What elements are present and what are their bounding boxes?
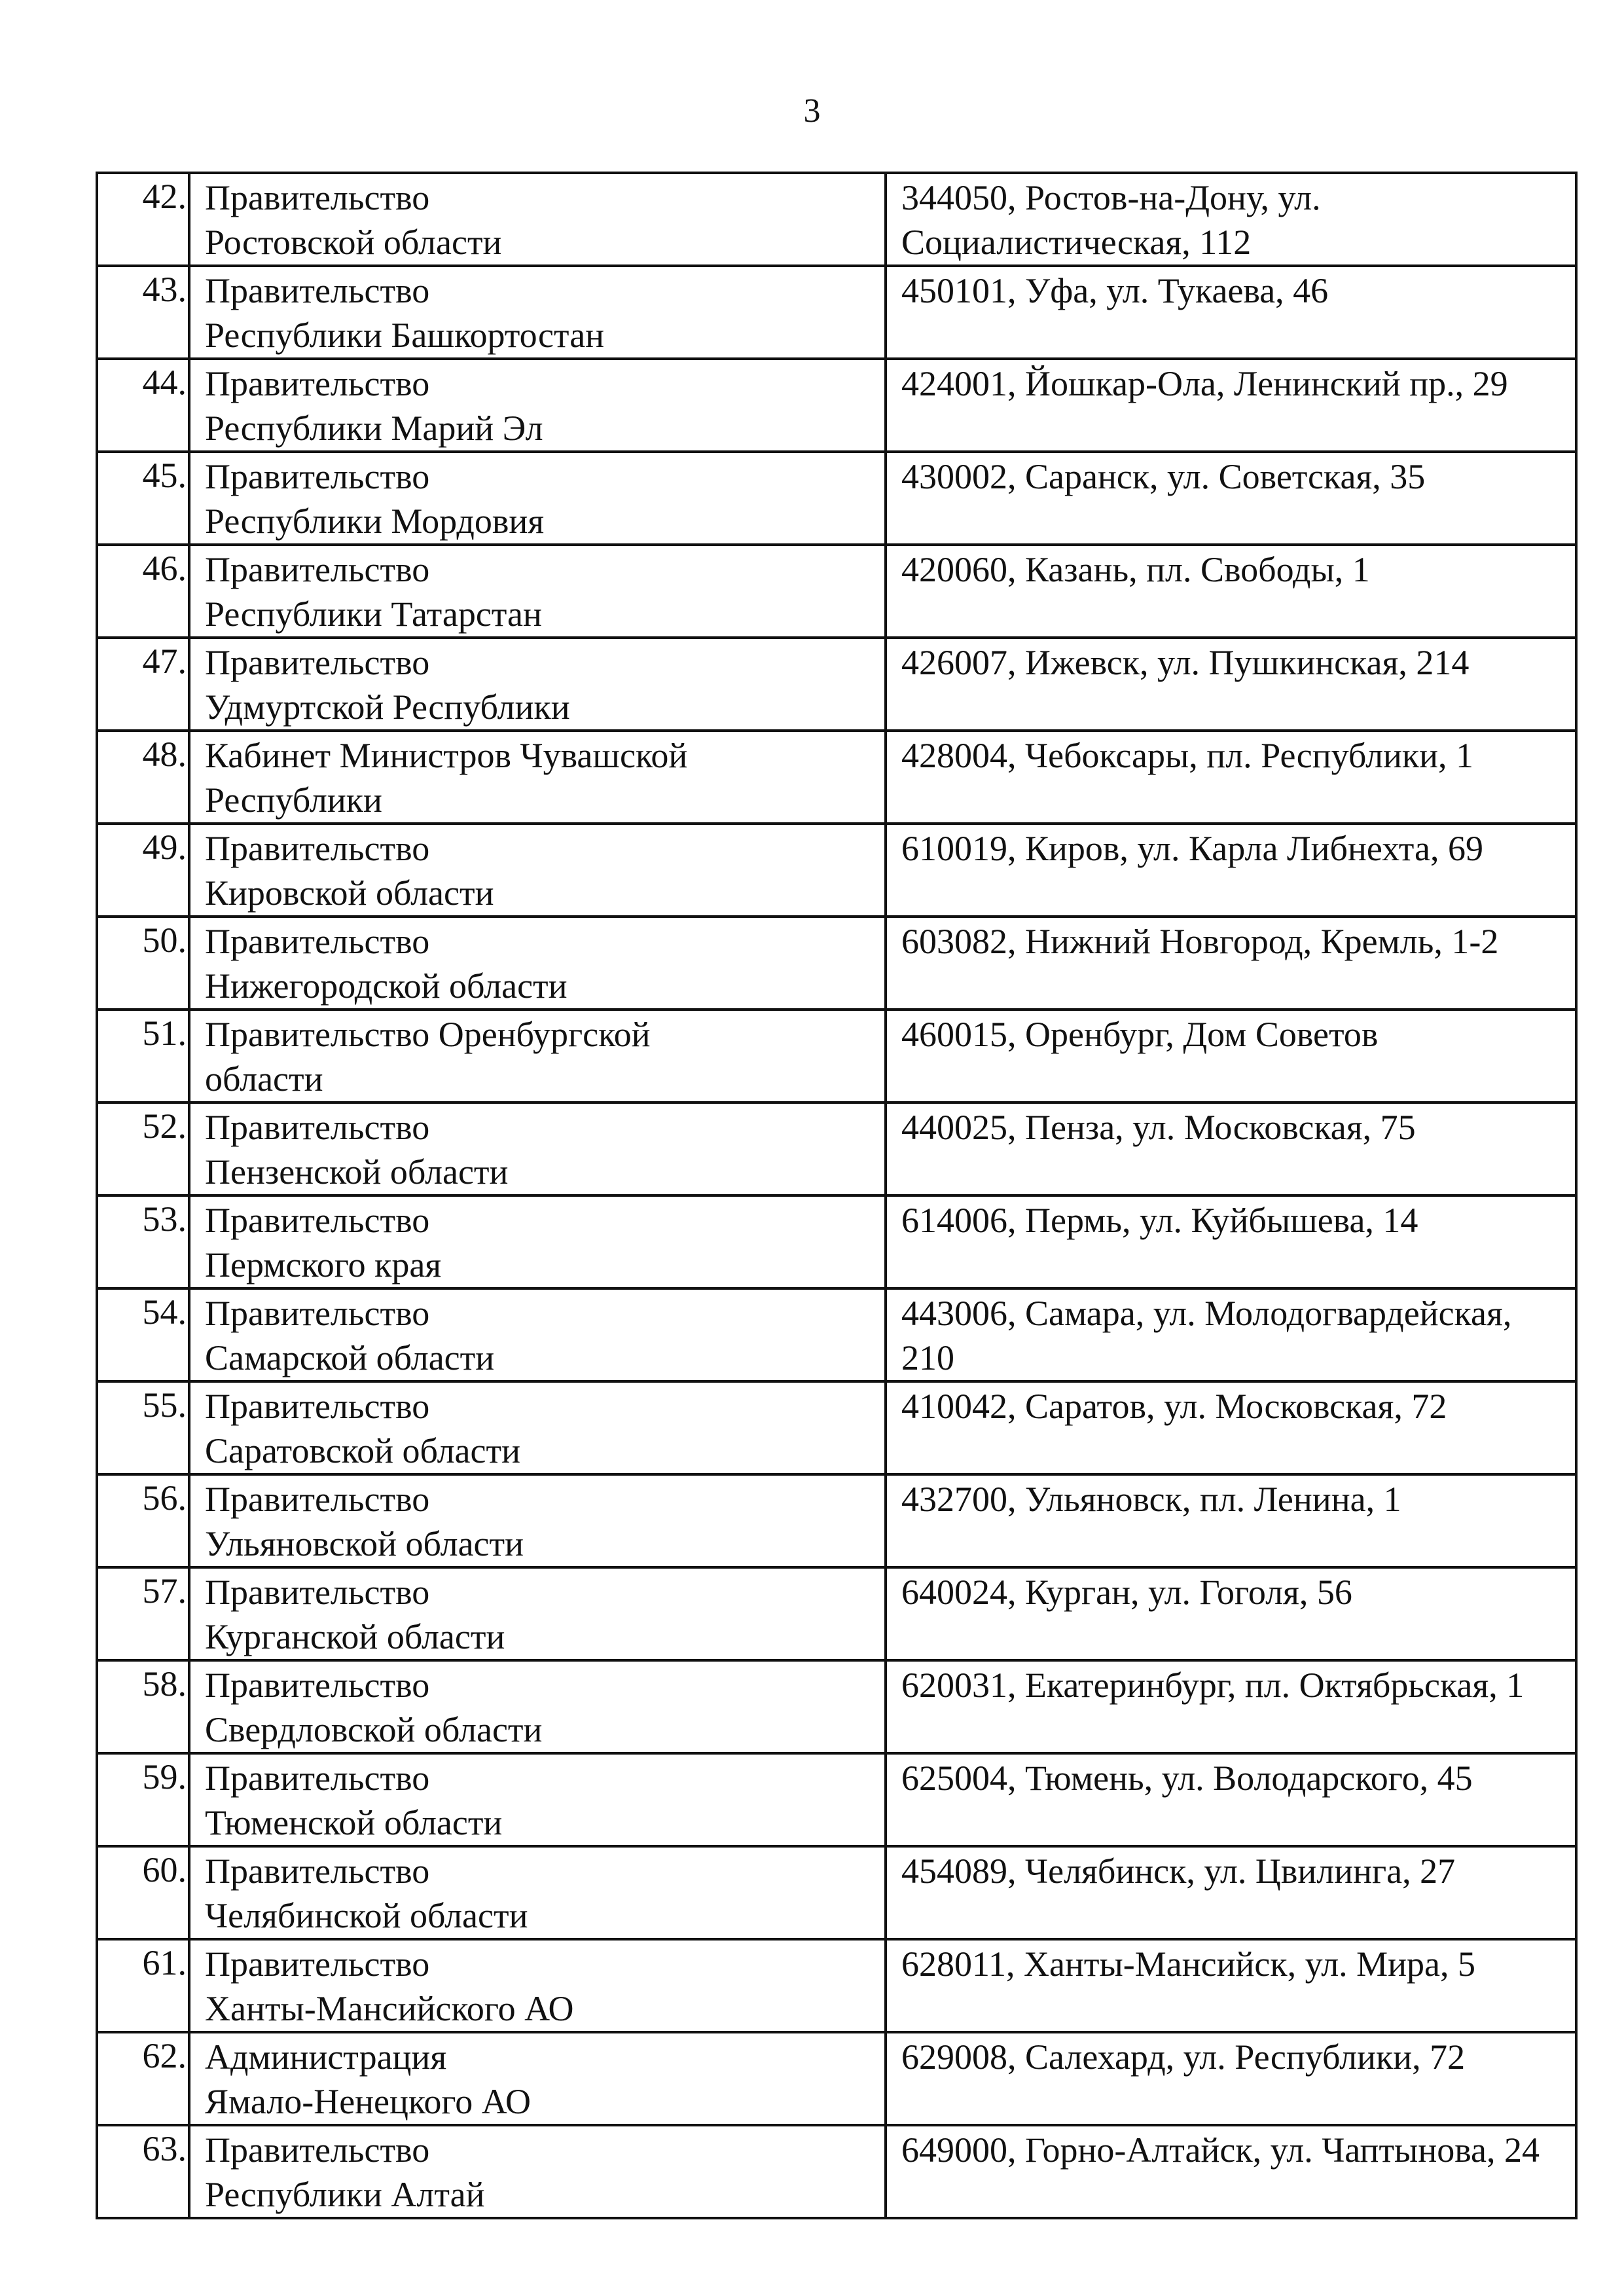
table-row <box>97 2125 1576 2218</box>
address-cell <box>886 1660 1576 1753</box>
address-cell <box>886 1939 1576 2032</box>
row-number: 62. <box>142 2036 187 2075</box>
table-row <box>97 173 1576 266</box>
organization-name-line: Саратовской области <box>205 1431 520 1470</box>
address-cell <box>886 638 1576 731</box>
address-cell <box>886 917 1576 1010</box>
address-line: 460015, Оренбург, Дом Советов <box>901 1015 1379 1054</box>
address-cell <box>886 2125 1576 2218</box>
row-number: 42. <box>142 177 187 216</box>
address-line: 410042, Саратов, ул. Московская, 72 <box>901 1387 1447 1426</box>
row-number: 54. <box>142 1292 187 1332</box>
row-number: 50. <box>142 920 187 960</box>
address-line: 420060, Казань, пл. Свободы, 1 <box>901 550 1370 589</box>
organization-name-line: Ульяновской области <box>205 1524 524 1563</box>
row-number-cell <box>97 1939 189 2032</box>
organization-name-line: Тюменской области <box>205 1803 503 1842</box>
table-row <box>97 2032 1576 2125</box>
row-number: 55. <box>142 1385 187 1425</box>
organization-cell <box>189 1381 886 1474</box>
address-cell <box>886 824 1576 917</box>
organization-name-line: Правительство <box>205 643 430 682</box>
organization-name-line: Пензенской области <box>205 1152 509 1192</box>
organization-name-line: Ханты-Мансийского АО <box>205 1989 574 2028</box>
organization-cell <box>189 452 886 545</box>
address-line: 210 <box>901 1338 954 1377</box>
organization-name-line: Республики Марий Эл <box>205 409 543 448</box>
row-number-cell <box>97 266 189 359</box>
address-line: 614006, Пермь, ул. Куйбышева, 14 <box>901 1201 1418 1240</box>
address-line: 432700, Ульяновск, пл. Ленина, 1 <box>901 1480 1401 1519</box>
organization-cell <box>189 1939 886 2032</box>
address-cell <box>886 1195 1576 1288</box>
organization-cell <box>189 1567 886 1660</box>
table-row <box>97 1381 1576 1474</box>
address-cell <box>886 1381 1576 1474</box>
row-number-cell <box>97 1660 189 1753</box>
address-line: 430002, Саранск, ул. Советская, 35 <box>901 457 1426 496</box>
table-row <box>97 1567 1576 1660</box>
row-number: 59. <box>142 1757 187 1796</box>
organization-cell <box>189 638 886 731</box>
organization-name-line: Правительство Оренбургской <box>205 1015 651 1054</box>
organization-cell <box>189 545 886 638</box>
address-line: 450101, Уфа, ул. Тукаева, 46 <box>901 271 1329 310</box>
organization-name-line: Администрация <box>205 2037 447 2077</box>
organization-name-line: Правительство <box>205 1851 430 1891</box>
organization-cell <box>189 1753 886 1846</box>
organization-name-line: Республики Башкортостан <box>205 316 605 355</box>
row-number: 56. <box>142 1478 187 1518</box>
organization-name-line: Ростовской области <box>205 223 502 262</box>
table-row <box>97 1939 1576 2032</box>
organization-name-line: Правительство <box>205 1387 430 1426</box>
row-number-cell <box>97 1102 189 1195</box>
organization-cell <box>189 1010 886 1102</box>
table-row <box>97 1474 1576 1567</box>
table-row <box>97 1010 1576 1102</box>
row-number-cell <box>97 638 189 731</box>
address-line: Социалистическая, 112 <box>901 223 1252 262</box>
organization-cell <box>189 1288 886 1381</box>
address-cell <box>886 731 1576 824</box>
table-row <box>97 1753 1576 1846</box>
organization-name-line: Нижегородской области <box>205 966 568 1006</box>
table-row <box>97 917 1576 1010</box>
address-line: 628011, Ханты-Мансийск, ул. Мира, 5 <box>901 1944 1476 1984</box>
table-row <box>97 359 1576 452</box>
organization-name-line: области <box>205 1059 323 1099</box>
row-number-cell <box>97 1288 189 1381</box>
table-row <box>97 1846 1576 1939</box>
address-cell <box>886 545 1576 638</box>
organization-cell <box>189 1474 886 1567</box>
organization-name-line: Правительство <box>205 829 430 868</box>
organization-cell <box>189 1846 886 1939</box>
organization-cell <box>189 917 886 1010</box>
address-line: 440025, Пенза, ул. Московская, 75 <box>901 1108 1416 1147</box>
address-cell <box>886 1288 1576 1381</box>
organization-name-line: Правительство <box>205 2130 430 2170</box>
organization-name-line: Республики <box>205 780 382 820</box>
table-row <box>97 824 1576 917</box>
organization-name-line: Правительство <box>205 364 430 403</box>
organization-name-line: Пермского края <box>205 1245 442 1285</box>
address-cell <box>886 1102 1576 1195</box>
row-number-cell <box>97 1753 189 1846</box>
address-cell <box>886 1474 1576 1567</box>
row-number-cell <box>97 1474 189 1567</box>
government-address-table <box>96 172 1578 2219</box>
row-number: 60. <box>142 1850 187 1889</box>
organization-cell <box>189 1102 886 1195</box>
table-body <box>97 173 1576 2218</box>
organization-name-line: Правительство <box>205 271 430 310</box>
address-cell <box>886 266 1576 359</box>
row-number-cell <box>97 1381 189 1474</box>
organization-cell <box>189 266 886 359</box>
address-cell <box>886 1567 1576 1660</box>
address-cell <box>886 173 1576 266</box>
row-number: 52. <box>142 1106 187 1146</box>
address-line: 640024, Курган, ул. Гоголя, 56 <box>901 1573 1352 1612</box>
row-number-cell <box>97 1846 189 1939</box>
row-number-cell <box>97 2125 189 2218</box>
address-line: 443006, Самара, ул. Молодогвардейская, <box>901 1294 1512 1333</box>
organization-name-line: Правительство <box>205 922 430 961</box>
row-number: 47. <box>142 642 187 681</box>
row-number: 44. <box>142 363 187 402</box>
organization-name-line: Правительство <box>205 1108 430 1147</box>
organization-name-line: Правительство <box>205 1573 430 1612</box>
row-number: 58. <box>142 1664 187 1704</box>
organization-cell <box>189 731 886 824</box>
organization-name-line: Самарской области <box>205 1338 495 1377</box>
row-number-cell <box>97 545 189 638</box>
row-number: 53. <box>142 1199 187 1239</box>
table-row <box>97 1195 1576 1288</box>
organization-name-line: Правительство <box>205 1480 430 1519</box>
organization-name-line: Правительство <box>205 550 430 589</box>
address-cell <box>886 1846 1576 1939</box>
row-number-cell <box>97 731 189 824</box>
organization-name-line: Республики Мордовия <box>205 501 545 541</box>
page-number: 3 <box>803 92 821 130</box>
organization-name-line: Челябинской области <box>205 1896 528 1935</box>
organization-cell <box>189 359 886 452</box>
address-cell <box>886 2032 1576 2125</box>
address-cell <box>886 359 1576 452</box>
row-number-cell <box>97 917 189 1010</box>
organization-name-line: Правительство <box>205 1758 430 1798</box>
row-number: 43. <box>142 270 187 309</box>
row-number-cell <box>97 824 189 917</box>
organization-cell <box>189 1195 886 1288</box>
row-number: 49. <box>142 828 187 867</box>
table-row <box>97 1288 1576 1381</box>
table-row <box>97 638 1576 731</box>
row-number: 63. <box>142 2129 187 2168</box>
row-number-cell <box>97 173 189 266</box>
row-number: 45. <box>142 456 187 495</box>
organization-cell <box>189 173 886 266</box>
organization-name-line: Республики Татарстан <box>205 594 542 634</box>
organization-name-line: Республики Алтай <box>205 2175 485 2214</box>
address-line: 454089, Челябинск, ул. Цвилинга, 27 <box>901 1851 1456 1891</box>
row-number: 61. <box>142 1943 187 1982</box>
organization-name-line: Правительство <box>205 1294 430 1333</box>
address-line: 428004, Чебоксары, пл. Республики, 1 <box>901 736 1474 775</box>
address-cell <box>886 1010 1576 1102</box>
organization-name-line: Правительство <box>205 178 430 217</box>
table-row <box>97 1660 1576 1753</box>
row-number-cell <box>97 1010 189 1102</box>
organization-cell <box>189 824 886 917</box>
organization-name-line: Курганской области <box>205 1617 505 1656</box>
address-line: 629008, Салехард, ул. Республики, 72 <box>901 2037 1466 2077</box>
table-row <box>97 1102 1576 1195</box>
organization-name-line: Правительство <box>205 1666 430 1705</box>
row-number-cell <box>97 1195 189 1288</box>
row-number-cell <box>97 359 189 452</box>
organization-name-line: Правительство <box>205 1201 430 1240</box>
row-number: 46. <box>142 549 187 588</box>
address-line: 344050, Ростов-на-Дону, ул. <box>901 178 1321 217</box>
organization-name-line: Правительство <box>205 457 430 496</box>
row-number-cell <box>97 452 189 545</box>
address-line: 603082, Нижний Новгород, Кремль, 1-2 <box>901 922 1499 961</box>
address-line: 610019, Киров, ул. Карла Либнехта, 69 <box>901 829 1483 868</box>
organization-name-line: Кировской области <box>205 873 494 913</box>
organization-cell <box>189 1660 886 1753</box>
address-line: 426007, Ижевск, ул. Пушкинская, 214 <box>901 643 1470 682</box>
table-row <box>97 266 1576 359</box>
organization-name-line: Удмуртской Республики <box>205 687 570 727</box>
address-line: 625004, Тюмень, ул. Володарского, 45 <box>901 1758 1473 1798</box>
organization-name-line: Свердловской области <box>205 1710 543 1749</box>
row-number-cell <box>97 2032 189 2125</box>
address-line: 424001, Йошкар-Ола, Ленинский пр., 29 <box>901 364 1508 403</box>
organization-name-line: Кабинет Министров Чувашской <box>205 736 688 775</box>
address-line: 620031, Екатеринбург, пл. Октябрьская, 1 <box>901 1666 1525 1705</box>
organization-name-line: Правительство <box>205 1944 430 1984</box>
address-cell <box>886 452 1576 545</box>
table-row <box>97 545 1576 638</box>
address-line: 649000, Горно-Алтайск, ул. Чаптынова, 24 <box>901 2130 1540 2170</box>
row-number-cell <box>97 1567 189 1660</box>
row-number: 51. <box>142 1013 187 1053</box>
organization-cell <box>189 2125 886 2218</box>
row-number: 57. <box>142 1571 187 1611</box>
organization-name-line: Ямало-Ненецкого АО <box>205 2082 532 2121</box>
address-cell <box>886 1753 1576 1846</box>
organization-cell <box>189 2032 886 2125</box>
table-row <box>97 731 1576 824</box>
table-row <box>97 452 1576 545</box>
row-number: 48. <box>142 735 187 774</box>
